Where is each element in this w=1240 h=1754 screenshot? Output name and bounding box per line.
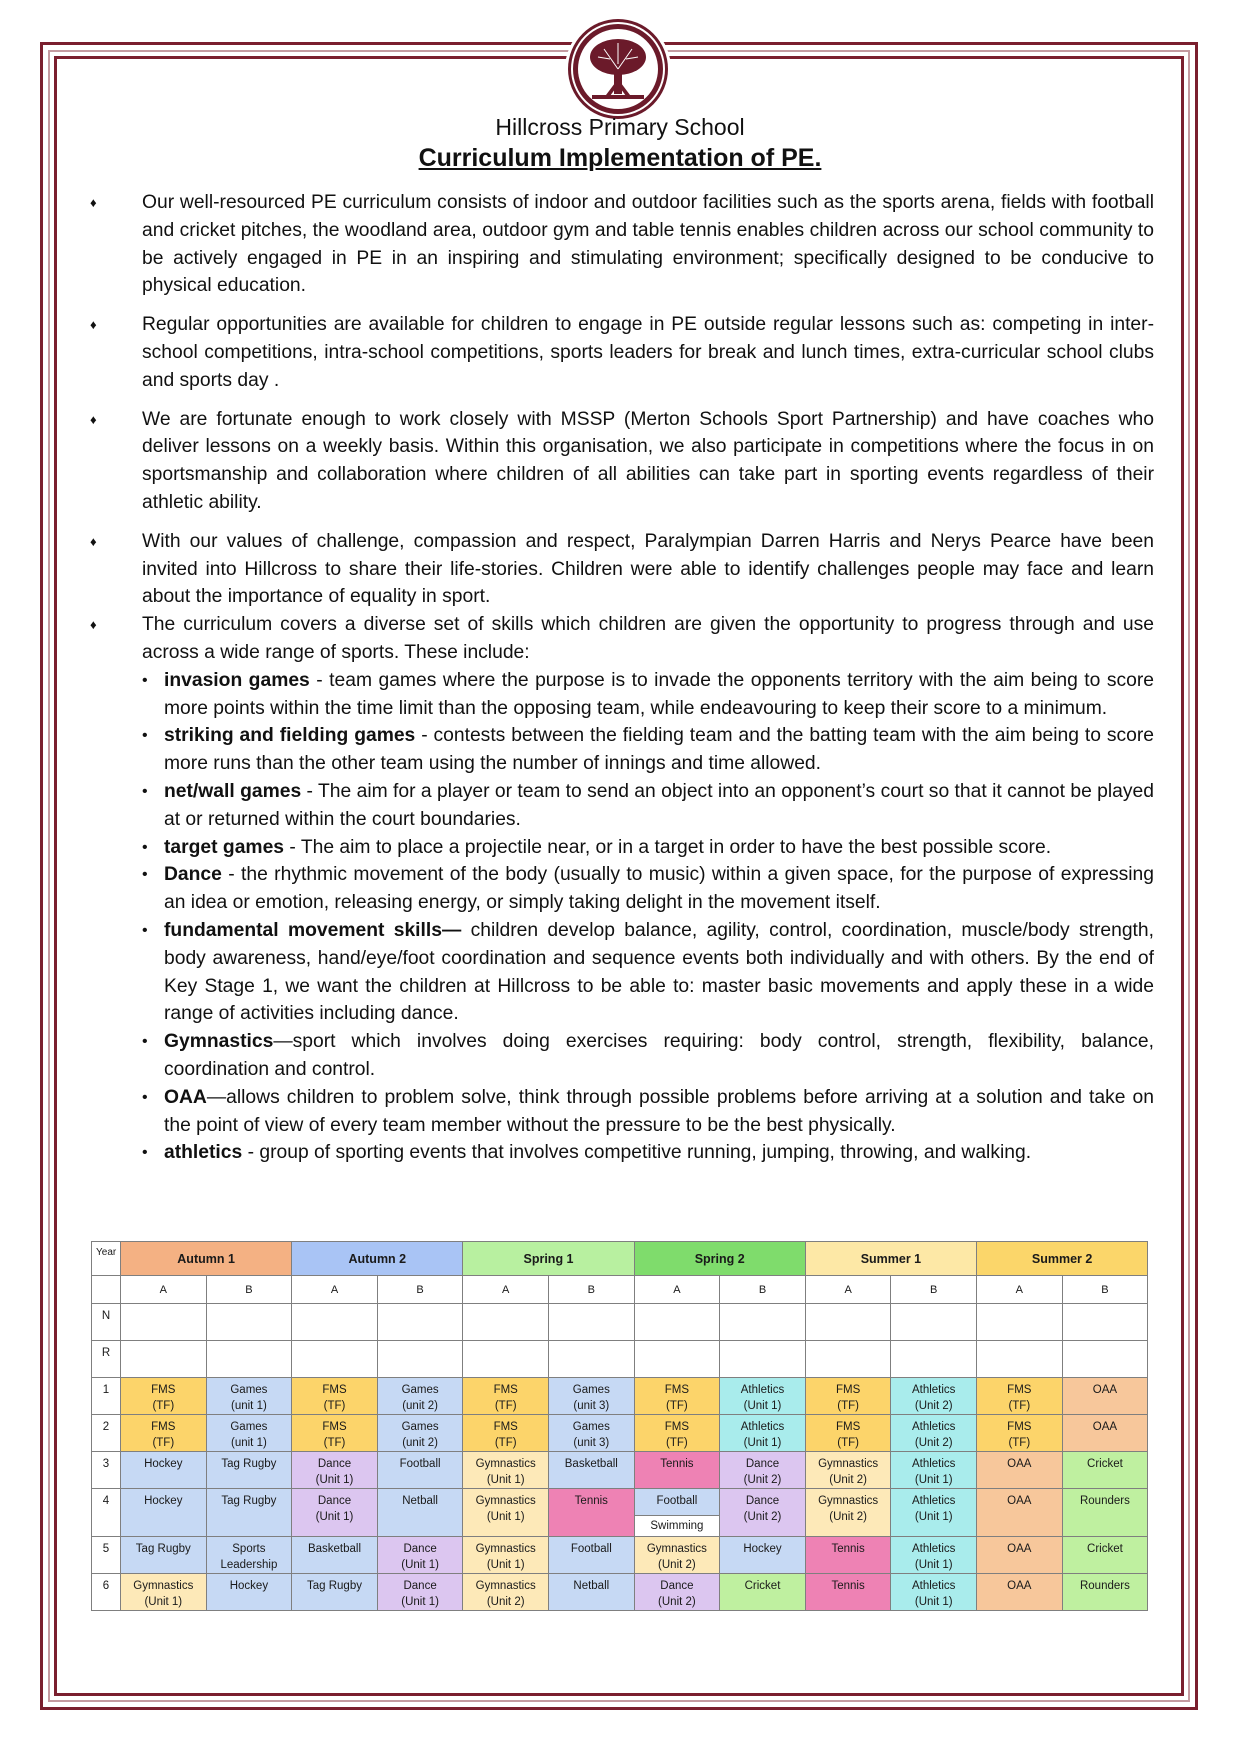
page-title: Curriculum Implementation of PE. (418, 144, 822, 172)
table-header-row (92, 1242, 1148, 1276)
table-cell: Football (549, 1537, 635, 1574)
table-cell: FMS (TF) (805, 1415, 891, 1452)
table-cell: FMS (TF) (977, 1378, 1063, 1415)
table-cell: Tag Rugby (206, 1452, 292, 1489)
table-cell: Dance (Unit 1) (377, 1574, 463, 1611)
term-header: Spring 1 (463, 1242, 634, 1276)
table-cell: Athletics (Unit 1) (891, 1574, 977, 1611)
table-cell: Gymnastics (Unit 1) (463, 1537, 549, 1574)
table-cell (292, 1304, 378, 1341)
table-cell: Tennis (549, 1489, 635, 1537)
table-cell: Athletics (Unit 1) (891, 1489, 977, 1537)
year-cell: R (92, 1341, 121, 1378)
table-cell (463, 1304, 549, 1341)
year-cell: 1 (92, 1378, 121, 1415)
list-item: • athletics - group of sporting events that involves competitive running, jumping, throwing, and walking. (142, 1139, 1154, 1167)
bullet-dot-icon: • (142, 838, 148, 856)
half-term-header: A (463, 1276, 549, 1304)
table-cell (634, 1489, 720, 1537)
table-cell: FMS (TF) (463, 1378, 549, 1415)
list-item: • invasion games - team games where the purpose is to invade the opponents territory with the aim being to score more points within the time limit than the opposing team, while endeavouring to keep their score to a minimum. (142, 667, 1154, 723)
skills-list (142, 667, 1154, 1167)
table-cell: Athletics (Unit 1) (891, 1537, 977, 1574)
table-cell: OAA (977, 1489, 1063, 1537)
list-item: • striking and fielding games - contests between the fielding team and the batting team with the aim being to score more runs than the other team using the number of innings and time allowed. (142, 722, 1154, 778)
paragraph-mssp: ♦ We are fortunate enough to work closely with MSSP (Merton Schools Sport Partnership) and have coaches who deliver lessons on a weekly basis. Within this organisation, we also participate in competitions where the focus in on sportsmanship and collaboration where children of all abilities can take part in sporting events regardless of their athletic ability. (90, 406, 1154, 517)
school-name: Hillcross Primary School (495, 114, 745, 140)
table-cell: Athletics (Unit 1) (720, 1378, 806, 1415)
year-cell: 5 (92, 1537, 121, 1574)
curriculum-table (91, 1241, 1148, 1611)
table-cell: OAA (1062, 1415, 1148, 1452)
table-cell (377, 1341, 463, 1378)
table-cell: Games (unit 3) (549, 1415, 635, 1452)
table-cell (549, 1304, 635, 1341)
table-row (92, 1537, 1148, 1574)
table-cell (292, 1341, 378, 1378)
table-cell: Gymnastics (Unit 2) (634, 1537, 720, 1574)
table-cell: OAA (1062, 1378, 1148, 1415)
bullet-dot-icon: • (142, 1144, 148, 1162)
table-cell: Tag Rugby (292, 1574, 378, 1611)
half-term-header: A (634, 1276, 720, 1304)
table-cell (377, 1304, 463, 1341)
table-cell (634, 1341, 720, 1378)
table-row (92, 1415, 1148, 1452)
table-cell: Games (unit 3) (549, 1378, 635, 1415)
term-header: Summer 1 (805, 1242, 976, 1276)
paragraph-curriculum: ♦ The curriculum covers a diverse set of skills which children are given the opportunity to progress through and use across a wide range of sports. These include: (90, 611, 1154, 667)
half-term-header: B (1062, 1276, 1148, 1304)
table-cell: FMS (TF) (977, 1415, 1063, 1452)
table-cell (1062, 1341, 1148, 1378)
table-cell: Games (unit 2) (377, 1415, 463, 1452)
half-term-header: B (377, 1276, 463, 1304)
table-cell: Gymnastics (Unit 2) (805, 1452, 891, 1489)
year-header: Year (92, 1242, 121, 1276)
table-cell: Dance (Unit 1) (292, 1489, 378, 1537)
table-cell: Athletics (Unit 1) (891, 1452, 977, 1489)
table-cell (1062, 1304, 1148, 1341)
half-term-header: B (720, 1276, 806, 1304)
table-cell: Basketball (549, 1452, 635, 1489)
table-cell: OAA (977, 1452, 1063, 1489)
bullet-dot-icon: • (142, 1088, 148, 1106)
table-cell (549, 1341, 635, 1378)
table-cell: Games (unit 1) (206, 1378, 292, 1415)
bullet-dot-icon: • (142, 782, 148, 800)
table-cell: Games (unit 1) (206, 1415, 292, 1452)
table-cell (977, 1304, 1063, 1341)
year-cell: N (92, 1304, 121, 1341)
list-item: • target games - The aim to place a projectile near, or in a target in order to have the best possible score. (142, 834, 1154, 862)
table-cell: FMS (TF) (634, 1415, 720, 1452)
list-item: • Dance - the rhythmic movement of the body (usually to music) within a given space, for the purpose of expressing an idea or emotion, releasing energy, or simply taking delight in the movement itself. (142, 861, 1154, 917)
table-cell: Hockey (121, 1489, 207, 1537)
table-cell: FMS (TF) (121, 1378, 207, 1415)
paragraph-values: ♦ With our values of challenge, compassion and respect, Paralympian Darren Harris and Nerys Pearce have been invited into Hillcross to share their life-stories. Children were able to identify challenges people may face and learn about the importance of equality in sport. (90, 528, 1154, 611)
table-cell: Tennis (805, 1574, 891, 1611)
table-cell: Cricket (1062, 1452, 1148, 1489)
table-cell: Hockey (720, 1537, 806, 1574)
table-cell: Athletics (Unit 2) (891, 1415, 977, 1452)
cell-text: Football (656, 1495, 698, 1507)
table-cell: Athletics (Unit 1) (720, 1415, 806, 1452)
table-cell: Cricket (1062, 1537, 1148, 1574)
term-header: Summer 2 (977, 1242, 1148, 1276)
table-cell (634, 1304, 720, 1341)
table-cell: Tag Rugby (121, 1537, 207, 1574)
table-cell: FMS (TF) (292, 1415, 378, 1452)
cell-text-extra: Swimming (635, 1515, 720, 1536)
table-cell: Hockey (121, 1452, 207, 1489)
table-cell: Netball (377, 1489, 463, 1537)
diamond-bullet-icon: ♦ (90, 411, 97, 427)
bullet-dot-icon: • (142, 921, 148, 939)
table-cell (891, 1304, 977, 1341)
bullet-dot-icon: • (142, 866, 148, 884)
table-cell (805, 1341, 891, 1378)
half-term-header: B (206, 1276, 292, 1304)
school-logo (565, 16, 671, 122)
curriculum-map (91, 1241, 1148, 1611)
table-cell: Gymnastics (Unit 2) (463, 1574, 549, 1611)
table-cell: Gymnastics (Unit 1) (463, 1489, 549, 1537)
diamond-bullet-icon: ♦ (90, 617, 97, 633)
table-cell: Hockey (206, 1574, 292, 1611)
term-header: Autumn 1 (121, 1242, 292, 1276)
bullet-dot-icon: • (142, 1033, 148, 1051)
table-cell (805, 1304, 891, 1341)
table-cell: FMS (TF) (292, 1378, 378, 1415)
table-cell (720, 1304, 806, 1341)
list-item: • Gymnastics—sport which involves doing exercises requiring: body control, strength, flexibility, balance, coordination and control. (142, 1028, 1154, 1084)
table-row (92, 1341, 1148, 1378)
table-cell: Basketball (292, 1537, 378, 1574)
table-cell: Gymnastics (Unit 2) (805, 1489, 891, 1537)
half-term-header: A (121, 1276, 207, 1304)
table-row (92, 1452, 1148, 1489)
term-header: Autumn 2 (292, 1242, 463, 1276)
year-cell: 4 (92, 1489, 121, 1537)
table-cell: Gymnastics (Unit 1) (463, 1452, 549, 1489)
table-cell: Dance (Unit 1) (377, 1537, 463, 1574)
table-cell: Netball (549, 1574, 635, 1611)
table-cell (121, 1304, 207, 1341)
diamond-bullet-icon: ♦ (90, 533, 97, 549)
blank-cell (92, 1276, 121, 1304)
table-cell: Dance (Unit 1) (292, 1452, 378, 1489)
half-term-header: A (292, 1276, 378, 1304)
table-row (92, 1574, 1148, 1611)
table-cell (977, 1341, 1063, 1378)
half-term-row (92, 1276, 1148, 1304)
diamond-bullet-icon: ♦ (90, 317, 97, 333)
table-cell: Tennis (634, 1452, 720, 1489)
table-cell: Tag Rugby (206, 1489, 292, 1537)
table-cell: FMS (TF) (805, 1378, 891, 1415)
table-cell: FMS (TF) (463, 1415, 549, 1452)
table-cell (121, 1341, 207, 1378)
table-cell: Dance (Unit 2) (720, 1489, 806, 1537)
table-cell: OAA (977, 1537, 1063, 1574)
paragraph-facilities: ♦ Our well-resourced PE curriculum consists of indoor and outdoor facilities such as the sports arena, fields with football and cricket pitches, the woodland area, outdoor gym and table tennis enables children across our school community to be actively engaged in PE in an inspiring and stimulating environment; specifically designed to be conducive to physical education. (90, 189, 1154, 300)
list-item: • net/wall games - The aim for a player or team to send an object into an opponent’s court so that it cannot be played at or returned within the court boundaries. (142, 778, 1154, 834)
diamond-bullet-icon: ♦ (90, 195, 97, 210)
body-text (90, 189, 1154, 1167)
term-header: Spring 2 (634, 1242, 805, 1276)
table-cell: FMS (TF) (634, 1378, 720, 1415)
half-term-header: B (891, 1276, 977, 1304)
table-cell (720, 1341, 806, 1378)
table-cell: Athletics (Unit 2) (891, 1378, 977, 1415)
year-cell: 3 (92, 1452, 121, 1489)
half-term-header: A (977, 1276, 1063, 1304)
table-cell (206, 1341, 292, 1378)
table-cell (891, 1341, 977, 1378)
table-row (92, 1378, 1148, 1415)
table-cell: Rounders (1062, 1489, 1148, 1537)
bullet-dot-icon: • (142, 671, 148, 689)
table-cell: OAA (977, 1574, 1063, 1611)
table-cell: Rounders (1062, 1574, 1148, 1611)
table-row (92, 1304, 1148, 1341)
bullet-dot-icon: • (142, 727, 148, 745)
table-cell: Sports Leadership (206, 1537, 292, 1574)
paragraph-opportunities: ♦ Regular opportunities are available for children to engage in PE outside regular lessons such as: competing in inter-school competitions, intra-school competitions, sports leaders for break and lunch times, extra-curricular school clubs and sports day . (90, 311, 1154, 394)
table-cell (463, 1341, 549, 1378)
table-cell: FMS (TF) (121, 1415, 207, 1452)
table-cell: Dance (Unit 2) (634, 1574, 720, 1611)
table-cell: Football (377, 1452, 463, 1489)
table-cell: Gymnastics (Unit 1) (121, 1574, 207, 1611)
half-term-header: A (805, 1276, 891, 1304)
table-cell: Cricket (720, 1574, 806, 1611)
tree-emblem-icon (568, 19, 668, 119)
table-cell: Games (unit 2) (377, 1378, 463, 1415)
list-item: • OAA—allows children to problem solve, think through possible problems before arriving at a solution and take on the point of view of every team member without the pressure to be the best physically. (142, 1084, 1154, 1140)
table-cell: Tennis (805, 1537, 891, 1574)
year-cell: 6 (92, 1574, 121, 1611)
table-cell: Dance (Unit 2) (720, 1452, 806, 1489)
table-row (92, 1489, 1148, 1537)
table-cell (206, 1304, 292, 1341)
half-term-header: B (549, 1276, 635, 1304)
year-cell: 2 (92, 1415, 121, 1452)
list-item: • fundamental movement skills— children develop balance, agility, control, coordination, muscle/body strength, body awareness, hand/eye/foot coordination and sequence events both individually and with others. By the end of Key Stage 1, we want the children at Hillcross to be able to: master basic movements and apply these in a wide range of activities including dance. (142, 917, 1154, 1028)
